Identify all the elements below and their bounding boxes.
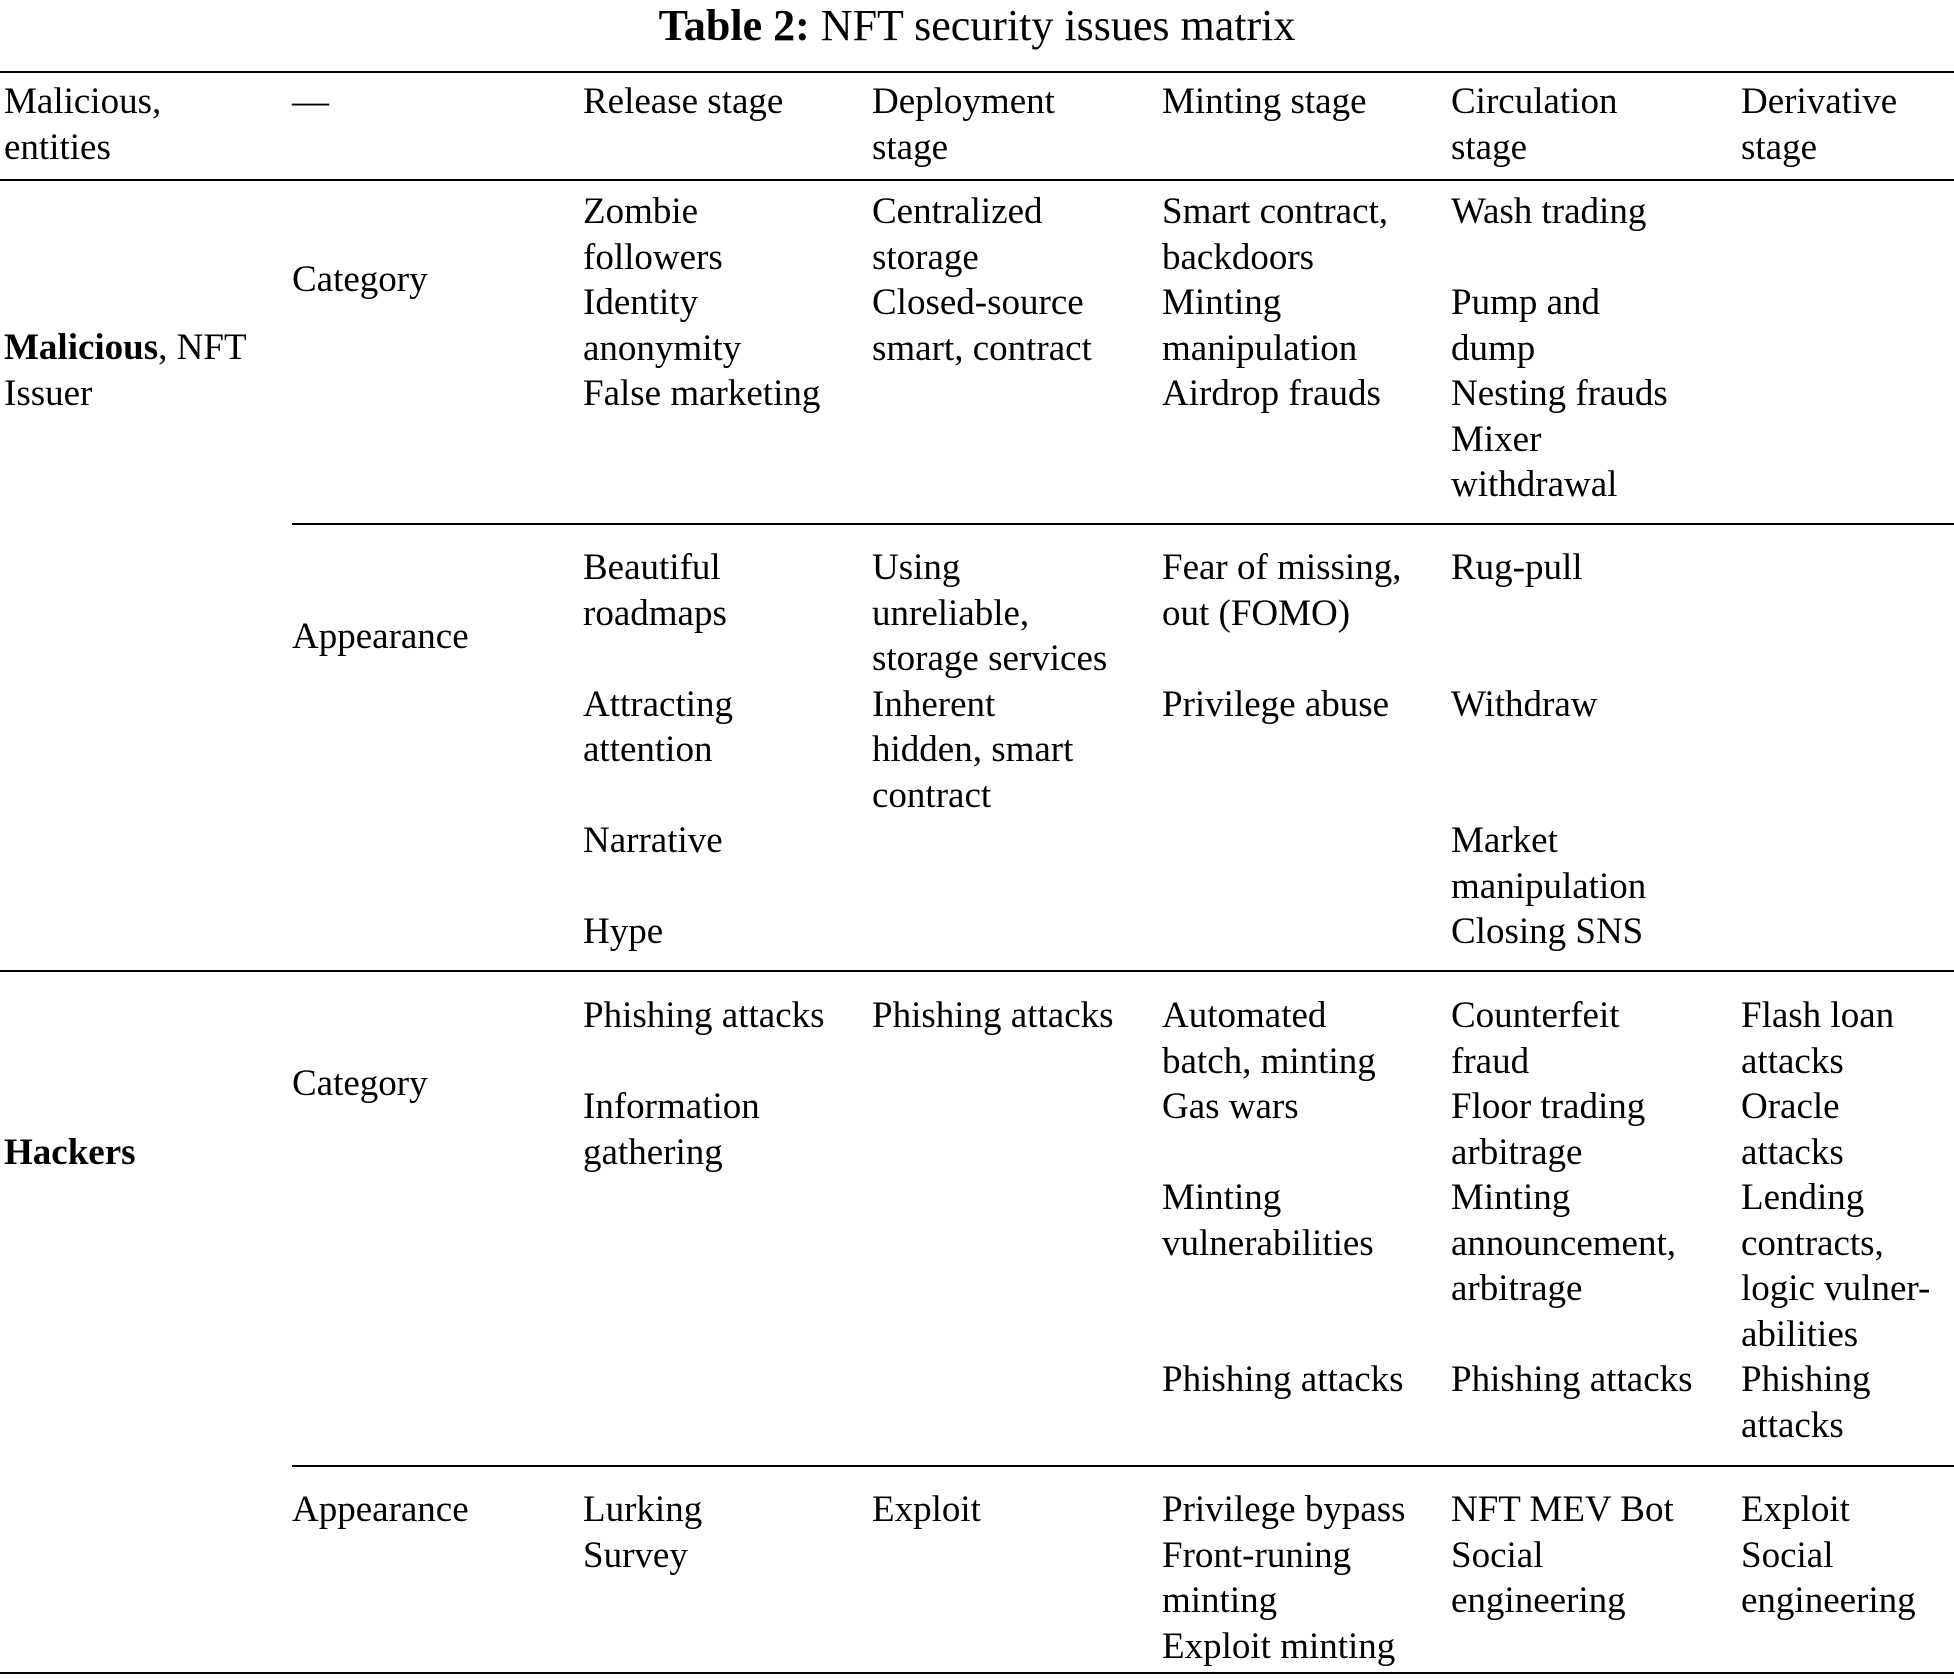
cell-line: Nesting frauds: [1451, 373, 1668, 414]
cell-line: Using: [872, 547, 961, 588]
cell-line: Exploit: [1741, 1489, 1850, 1530]
cell-line: gathering: [583, 1131, 723, 1173]
cell-line: backdoors: [1162, 236, 1315, 278]
hackers-appearance-deployment: [872, 1487, 981, 1533]
cell-line: Counterfeit: [1451, 995, 1620, 1036]
cell-line: [1451, 773, 1646, 819]
cell-line: unreliable,: [872, 592, 1030, 634]
cell-line: anonymity: [583, 327, 742, 369]
cell-line: Circulation: [1451, 81, 1618, 122]
cell-line: Exploit minting: [1162, 1625, 1396, 1667]
cell-line: [1451, 591, 1646, 637]
issuer-appearance-label: Appearance: [292, 616, 469, 657]
cell-line: Minting stage: [1162, 81, 1367, 122]
cell-line: storage: [872, 236, 979, 278]
cell-line: Rug-pull: [1451, 547, 1583, 588]
cell-line: [583, 864, 733, 910]
cell-line: contract: [872, 774, 992, 816]
cell-line: Phishing attacks: [872, 995, 1114, 1036]
cell-line: [583, 1039, 825, 1085]
cell-line: Privilege bypass: [1162, 1489, 1406, 1530]
cell-line: Front-runing: [1162, 1534, 1352, 1576]
issuer-category-circulation: [1451, 189, 1668, 508]
cell-line: fraud: [1451, 1040, 1530, 1082]
cell-line: Lending: [1741, 1177, 1865, 1218]
cell-line: contracts,: [1741, 1222, 1884, 1264]
cell-line: Smart contract,: [1162, 191, 1389, 232]
cell-line: storage services: [872, 638, 1108, 679]
header-circulation-stage: [1451, 79, 1617, 170]
table-caption: [0, 0, 1954, 52]
cell-line: Minting: [1162, 1177, 1282, 1218]
header-release-stage: [583, 79, 783, 125]
issuer-category-minting: [1162, 189, 1388, 417]
cell-line: batch, minting: [1162, 1040, 1376, 1082]
cell-line: Lurking: [583, 1489, 703, 1530]
cell-line: Survey: [583, 1534, 688, 1576]
header-entities: [4, 79, 161, 170]
issuer-category-release: [583, 189, 820, 417]
cell-line: stage: [1451, 126, 1528, 168]
cell-line: Narrative: [583, 820, 723, 861]
issuer-sub-rule: [292, 523, 1954, 525]
cell-line: Social: [1741, 1534, 1834, 1576]
cell-line: Inherent: [872, 683, 996, 725]
cell-line: Minting: [1451, 1177, 1571, 1218]
hackers-appearance-derivative: [1741, 1487, 1916, 1624]
cell-line: logic vulner-: [1741, 1268, 1931, 1309]
issuer-appearance-deployment: [872, 545, 1107, 818]
cell-line: Wash trading: [1451, 191, 1647, 232]
cell-line: stage: [1741, 126, 1818, 168]
cell-line: Oracle: [1741, 1086, 1840, 1127]
bottom-rule: [0, 1672, 1954, 1674]
cell-line: Flash loan: [1741, 995, 1895, 1036]
cell-line: manipulation: [1451, 865, 1647, 907]
cell-line: out (FOMO): [1162, 592, 1351, 634]
cell-line: attacks: [1741, 1404, 1844, 1446]
cell-line: abilities: [1741, 1313, 1859, 1355]
cell-line: Airdrop frauds: [1162, 373, 1381, 414]
cell-line: Release stage: [583, 81, 784, 122]
cell-line: Social: [1451, 1534, 1544, 1576]
cell-line: [1451, 727, 1646, 773]
cell-line: Pump and: [1451, 282, 1601, 323]
cell-line: attacks: [1741, 1040, 1844, 1082]
cell-line: Closing SNS: [1451, 911, 1644, 952]
cell-line: roadmaps: [583, 592, 727, 634]
cell-line: Phishing attacks: [1451, 1359, 1693, 1400]
cell-line: [1451, 1312, 1693, 1358]
header-rule: [0, 179, 1954, 181]
cell-line: Attracting: [583, 683, 734, 725]
header-derivative-stage: [1741, 79, 1897, 170]
cell-line: [583, 773, 733, 819]
cell-line: followers: [583, 236, 723, 278]
cell-line: Withdraw: [1451, 683, 1598, 725]
cell-line: engineering: [1741, 1580, 1916, 1621]
cell-line: smart, contract: [872, 327, 1092, 369]
cell-line: dump: [1451, 327, 1536, 369]
cell-line: stage: [872, 126, 949, 168]
hackers-appearance-minting: [1162, 1487, 1406, 1669]
hackers-appearance-label: Appearance: [292, 1489, 469, 1530]
cell-line: Derivative: [1741, 81, 1898, 122]
cell-line: arbitrage: [1451, 1131, 1583, 1173]
cell-line: Centralized: [872, 191, 1043, 232]
cell-line: [1162, 1130, 1404, 1176]
cell-line: [1451, 636, 1646, 682]
hackers-sub-rule: [292, 1465, 1954, 1467]
header-minting-stage: [1162, 79, 1367, 125]
cell-line: withdrawal: [1451, 464, 1618, 505]
cell-line: Phishing: [1741, 1359, 1871, 1400]
cell-line: Privilege abuse: [1162, 683, 1390, 725]
entity-issuer-line2: Issuer: [4, 372, 93, 414]
header-dash: [292, 79, 329, 125]
cell-line: Phishing attacks: [1162, 1359, 1404, 1400]
group-rule: [0, 970, 1954, 972]
top-rule: [0, 71, 1954, 73]
cell-line: Malicious,: [4, 81, 162, 122]
cell-line: —: [292, 81, 329, 122]
cell-line: [1162, 1266, 1404, 1312]
entity-issuer-bold: Malicious: [4, 327, 159, 368]
hackers-appearance-release: [583, 1487, 702, 1578]
header-deployment-stage: [872, 79, 1055, 170]
cell-line: engineering: [1451, 1580, 1626, 1621]
cell-line: Deployment: [872, 81, 1055, 122]
cell-line: Minting: [1162, 282, 1282, 323]
hackers-category-circulation: [1451, 993, 1693, 1403]
cell-line: Mixer: [1451, 418, 1542, 460]
cell-line: announcement,: [1451, 1222, 1676, 1264]
cell-line: [1451, 235, 1668, 281]
cell-line: Fear of missing,: [1162, 547, 1402, 588]
cell-line: Identity: [583, 282, 699, 323]
cell-line: Hype: [583, 911, 664, 952]
hackers-appearance-circulation: [1451, 1487, 1674, 1624]
cell-line: Gas wars: [1162, 1086, 1299, 1127]
hackers-category-release: [583, 993, 825, 1175]
cell-line: arbitrage: [1451, 1268, 1583, 1309]
entity-malicious-nft-issuer: [4, 325, 247, 416]
issuer-category-label: Category: [292, 259, 428, 300]
issuer-category-deployment: [872, 189, 1092, 371]
caption-title: NFT security issues matrix: [820, 1, 1296, 50]
cell-line: Beautiful: [583, 547, 721, 588]
hackers-category-deployment: [872, 993, 1114, 1039]
hackers-category-derivative: [1741, 993, 1930, 1448]
cell-line: manipulation: [1162, 327, 1358, 369]
cell-line: Automated: [1162, 995, 1327, 1036]
cell-line: entities: [4, 126, 111, 168]
cell-line: vulnerabilities: [1162, 1222, 1374, 1264]
hackers-category-minting: [1162, 993, 1404, 1403]
cell-line: Phishing attacks: [583, 995, 825, 1036]
cell-line: Exploit: [872, 1489, 981, 1530]
cell-line: NFT MEV Bot: [1451, 1489, 1674, 1530]
cell-line: Zombie: [583, 191, 699, 232]
entity-issuer-rest: , NFT: [158, 327, 247, 368]
cell-line: hidden, smart: [872, 729, 1074, 770]
cell-line: attention: [583, 729, 713, 770]
cell-line: [583, 636, 733, 682]
caption-label: Table 2:: [658, 1, 810, 50]
cell-line: [1162, 1312, 1404, 1358]
cell-line: Closed-source: [872, 282, 1084, 323]
cell-line: Market: [1451, 820, 1558, 861]
cell-line: False marketing: [583, 373, 821, 414]
cell-line: [1162, 636, 1401, 682]
entity-hackers: Hackers: [4, 1132, 136, 1173]
cell-line: attacks: [1741, 1131, 1844, 1173]
issuer-appearance-circulation: [1451, 545, 1646, 955]
hackers-category-label: Category: [292, 1063, 428, 1104]
issuer-appearance-release: [583, 545, 733, 955]
cell-line: minting: [1162, 1580, 1278, 1621]
cell-line: Information: [583, 1086, 760, 1127]
cell-line: Floor trading: [1451, 1086, 1646, 1127]
issuer-appearance-minting: [1162, 545, 1401, 727]
